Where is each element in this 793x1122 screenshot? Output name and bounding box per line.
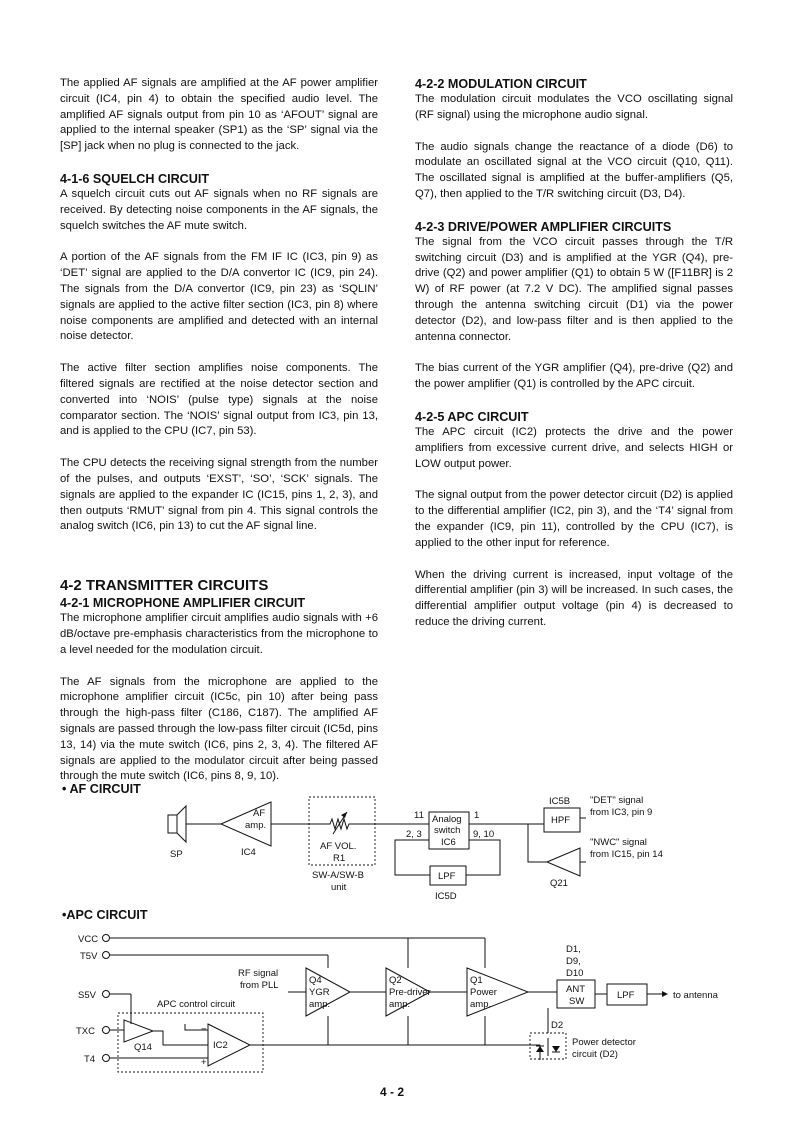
apc-paragraph-3: When the driving current is increased, input voltage of the differential amplifier (pin 3) will be increased. In such cases, the differential amplifier output voltage (pin 4) is decreased to reduce the driving current.	[415, 568, 733, 628]
q2-label-2: Pre-driver	[389, 987, 431, 998]
t4-label: T4	[84, 1054, 96, 1065]
ic5d-label: IC5D	[435, 891, 457, 902]
d1-label-1: D1,	[566, 944, 581, 955]
det-signal-label-1: "DET" signal	[590, 795, 644, 806]
to-antenna-label: to antenna	[673, 990, 718, 1001]
power-detector-label-1: Power detector	[572, 1037, 636, 1048]
d1-label-2: D9,	[566, 956, 581, 967]
nwc-signal-label-2: from IC15, pin 14	[590, 849, 663, 860]
q21-label: Q21	[550, 878, 568, 889]
squelch-paragraph-1: A squelch circuit cuts out AF signals when no RF signals are received. By detecting noise components in the AF signals, the squelch switches the AF mute switch.	[60, 187, 378, 232]
txc-label: TXC	[76, 1026, 95, 1037]
af-circuit-title: • AF CIRCUIT	[62, 782, 141, 796]
drive-power-paragraph-2: The bias current of the YGR amplifier (Q4), pre-drive (Q2) and the power amplifier (Q1) is controlled by the APC circuit.	[415, 362, 733, 391]
apc-circuit-diagram	[76, 934, 719, 1072]
modulation-paragraph-1: The modulation circuit modulates the VCO oscillating signal (RF signal) using the microphone audio signal.	[415, 93, 733, 121]
speaker-icon	[168, 806, 186, 842]
mic-amp-heading: 4-2-1 MICROPHONE AMPLIFIER CIRCUIT	[60, 596, 306, 611]
analog-switch-label-3: IC6	[441, 837, 456, 848]
q4-label-2: YGR	[309, 987, 330, 998]
ant-sw-label-2: SW	[569, 996, 585, 1007]
squelch-paragraph-3: The active filter section amplifies noise components. The filtered signals are rectified at the noise detector section and converted into ‘NOIS’ (pulse type) signals at the noise comparator section. The ‘NOIS’ signal output from IC3, pin 13, and is applied to the CPU (IC7, pin 53).	[60, 362, 378, 438]
q1-label-3: amp.	[470, 999, 492, 1010]
pin-11-label: 11	[414, 810, 424, 821]
q1-label-2: Power	[470, 987, 497, 998]
af-amp-label-2: amp.	[245, 820, 267, 831]
antenna-arrow-icon	[662, 991, 668, 997]
apc-circuit-title: •APC CIRCUIT	[62, 908, 148, 922]
vcc-terminal	[103, 935, 110, 942]
unit-label-2: unit	[331, 882, 347, 893]
af-amp-label-1: AF	[253, 808, 266, 819]
ic2-minus-label: −	[201, 1024, 207, 1035]
r1-label: R1	[333, 853, 346, 864]
ic2-plus-label: +	[201, 1057, 207, 1068]
analog-switch-label-1: Analog	[432, 814, 462, 825]
apc-paragraph-1: The APC circuit (IC2) protects the drive and the power amplifiers from excessive current drive, and selects HIGH or LOW output power.	[415, 425, 733, 470]
ant-sw-label-1: ANT	[566, 984, 585, 995]
vcc-label: VCC	[78, 934, 99, 945]
ic2-label: IC2	[213, 1040, 228, 1051]
d2-label: D2	[551, 1020, 564, 1031]
apc-control-label: APC control circuit	[157, 999, 236, 1010]
af-volume-resistor-icon	[327, 812, 352, 834]
squelch-heading: 4-1-6 SQUELCH CIRCUIT	[60, 171, 210, 186]
q2-label-3: amp.	[389, 999, 411, 1010]
hpf-label: HPF	[551, 815, 570, 826]
transmitter-heading: 4-2 TRANSMITTER CIRCUITS	[60, 577, 269, 595]
q4-label-3: amp.	[309, 999, 331, 1010]
power-detector-label-2: circuit (D2)	[572, 1049, 618, 1060]
lpf-label: LPF	[438, 871, 456, 882]
ic5b-label: IC5B	[549, 796, 571, 807]
pin-2-3-label: 2, 3	[406, 829, 422, 840]
q4-label-1: Q4	[309, 975, 322, 986]
ic4-label: IC4	[241, 847, 256, 858]
drive-power-heading: 4-2-3 DRIVE/POWER AMPLIFIER CIRCUITS	[415, 219, 672, 234]
q21-transistor	[547, 848, 580, 876]
apc-paragraph-2: The signal output from the power detector circuit (D2) is applied to the differential amplifier (IC2, pin 3), and the ‘T4’ signal from the expander (IC9, pin 11), controlled by the CPU (IC7), is applied to the other input for reference.	[415, 489, 733, 549]
t5v-label: T5V	[80, 951, 98, 962]
t4-terminal	[103, 1055, 110, 1062]
det-signal-label-2: from IC3, pin 9	[590, 807, 653, 818]
s5v-terminal	[103, 991, 110, 998]
unit-label-1: SW-A/SW-B	[312, 870, 364, 881]
af-vol-label: AF VOL.	[320, 841, 357, 852]
modulation-heading: 4-2-2 MODULATION CIRCUIT	[415, 77, 587, 91]
mic-amp-paragraph-1: The microphone amplifier circuit amplifies audio signals with +6 dB/octave pre-emphasis characteristics from the microphone to a level needed for the modulation circuit.	[60, 612, 378, 656]
mic-amp-paragraph-2: The AF signals from the microphone are applied to the microphone amplifier circuit (IC5c, pin 10) after being pass through the high-pass filter (C186, C187). The amplified AF signals are passed through the low-pass filter circuit (IC5d, pins 13, 14) via the mute switch (IC6, pins 2, 3, 4). The filtered AF signals are applied to the modulator circuit after being passed through the mute switch (IC6, pins 8, 9, 10).	[60, 675, 378, 783]
page-number: 4 - 2	[380, 1085, 405, 1099]
t5v-terminal	[103, 952, 110, 959]
q1-label-1: Q1	[470, 975, 483, 986]
q2-label-1: Q2	[389, 975, 402, 986]
analog-switch-label-2: switch	[434, 825, 461, 836]
af-circuit-diagram	[168, 795, 663, 902]
nwc-signal-label-1: "NWC" signal	[590, 837, 647, 848]
sp-label: SP	[170, 849, 183, 860]
s5v-label: S5V	[78, 990, 96, 1001]
squelch-paragraph-2: A portion of the AF signals from the FM IF IC (IC3, pin 9) as ‘DET’ signal are applied to the D/A convertor IC (IC9, pin 24). The signals from the D/A convertor (IC9, pin 23) as ‘SQLIN’ signals are applied to the active filter section (IC3, pin 8) where noise components are amplified and detected with an internal noise detector.	[60, 251, 378, 343]
squelch-paragraph-4: The CPU detects the receiving signal strength from the number of the pulses, and outputs ‘EXST’, ‘SO’, ‘SCK’ signals. The signals are applied to the expander IC (IC15, pins 1, 2, 3), and then outputs ‘RMUT’ signal from pin 4. This signal controls the analog switch (IC6, pin 13) to cut the AF signal line.	[60, 457, 378, 533]
rf-signal-label-1: RF signal	[238, 968, 279, 979]
txc-terminal	[103, 1027, 110, 1034]
apc-lpf-label: LPF	[617, 990, 635, 1001]
pin-9-10-label: 9, 10	[473, 829, 495, 840]
d1-label-3: D10	[566, 968, 584, 979]
rf-signal-label-2: from PLL	[240, 980, 279, 991]
q14-label: Q14	[134, 1042, 152, 1053]
q14-transistor	[124, 1020, 153, 1042]
pin-1-label: 1	[474, 810, 480, 821]
drive-power-paragraph-1: The signal from the VCO circuit passes through the T/R switching circuit (D3) and is amplified at the YGR (Q4), pre-drive (Q2) and power amplifier (Q1) to obtain 5 W ([F11BR] is 2 W) of RF power (at 7.2 V DC). The amplified signal passes through the antenna switching circuit (D1) via the power detector (D2), and low-pass filter and is then applied to the antenna connector.	[415, 235, 733, 343]
af-amp-paragraph: The applied AF signals are amplified at the AF power amplifier circuit (IC4, pin 4) to obtain the specified audio level. The amplified AF signals output from pin 10 as ‘AFOUT’ signal are applied to the internal speaker (SP1) as the ‘SP’ signal via the [SP] jack when no plug is connected to the jack.	[60, 77, 378, 153]
apc-heading: 4-2-5 APC CIRCUIT	[415, 409, 529, 424]
modulation-paragraph-2: The audio signals change the reactance of a diode (D6) to modulate an oscillated signal at the VCO circuit (Q10, Q11). The oscillated signal is amplified at the buffer-amplifiers (Q5, Q7), then applied to the T/R switching circuit (D3, D4).	[415, 140, 733, 200]
